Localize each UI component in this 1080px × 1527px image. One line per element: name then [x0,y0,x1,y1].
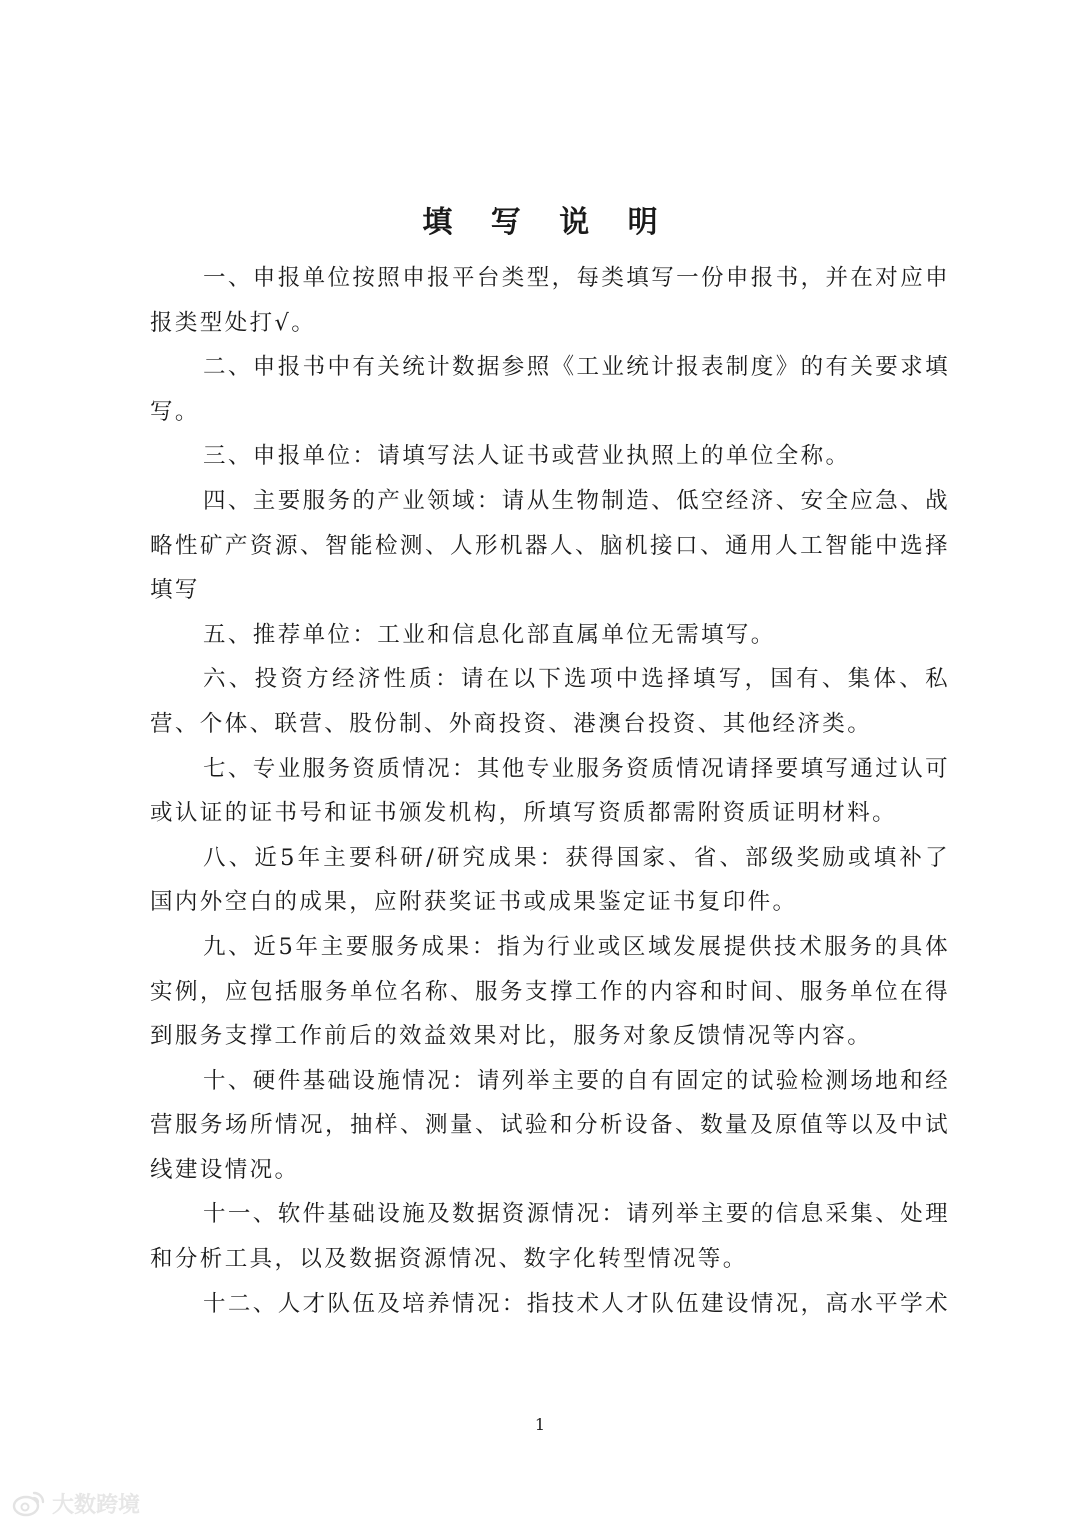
instruction-paragraph-2: 二、申报书中有关统计数据参照《工业统计报表制度》的有关要求填写。 [150,354,951,425]
watermark [12,1488,140,1518]
instruction-paragraph-5: 五、推荐单位：工业和信息化部直属单位无需填写。 [203,621,776,648]
watermark-text: 大数跨境 [52,1492,141,1518]
instruction-paragraph-4: 四、主要服务的产业领域：请从生物制造、低空经济、安全应急、战略性矿产资源、智能检测、人形机器人、脑机接口、通用人工智能中选择填写 [150,487,951,604]
instructions-body [150,256,950,1326]
instruction-paragraph-6: 六、投资方经济性质：请在以下选项中选择填写，国有、集体、私营、个体、联营、股份制、外商投资、港澳台投资、其他经济类。 [150,666,950,737]
page-number: 1 [534,1415,546,1434]
instruction-paragraph-1: 一、申报单位按照申报平台类型，每类填写一份申报书，并在对应申报类型处打√。 [150,265,951,336]
instruction-paragraph-12: 十二、人才队伍及培养情况：指技术人才队伍建设情况，高水平学术 [203,1290,951,1317]
instruction-paragraph-10: 十、硬件基础设施情况：请列举主要的自有固定的试验检测场地和经营服务场所情况，抽样、测量、试验和分析设备、数量及原值等以及中试线建设情况。 [150,1067,951,1183]
instruction-paragraph-7: 七、专业服务资质情况：其他专业服务资质情况请择要填写通过认可或认证的证书号和证书颁发机构，所填写资质都需附资质证明材料。 [150,755,951,827]
instruction-paragraph-11: 十一、软件基础设施及数据资源情况：请列举主要的信息采集、处理和分析工具，以及数据资源情况、数字化转型情况等。 [150,1201,951,1273]
page-title: 填 写 说 明 [422,205,672,240]
instruction-paragraph-3: 三、申报单位：请填写法人证书或营业执照上的单位全称。 [203,443,851,470]
weibo-logo-icon [12,1489,46,1517]
instruction-paragraph-8: 八、近5年主要科研/研究成果：获得国家、省、部级奖励或填补了国内外空白的成果，应附获奖证书或成果鉴定证书复印件。 [150,844,950,916]
instruction-paragraph-9: 九、近5年主要服务成果：指为行业或区域发展提供技术服务的具体实例，应包括服务单位名称、服务支撑工作的内容和时间、服务单位在得到服务支撑工作前后的效益效果对比，服务对象反馈情况等内容。 [150,933,950,1050]
